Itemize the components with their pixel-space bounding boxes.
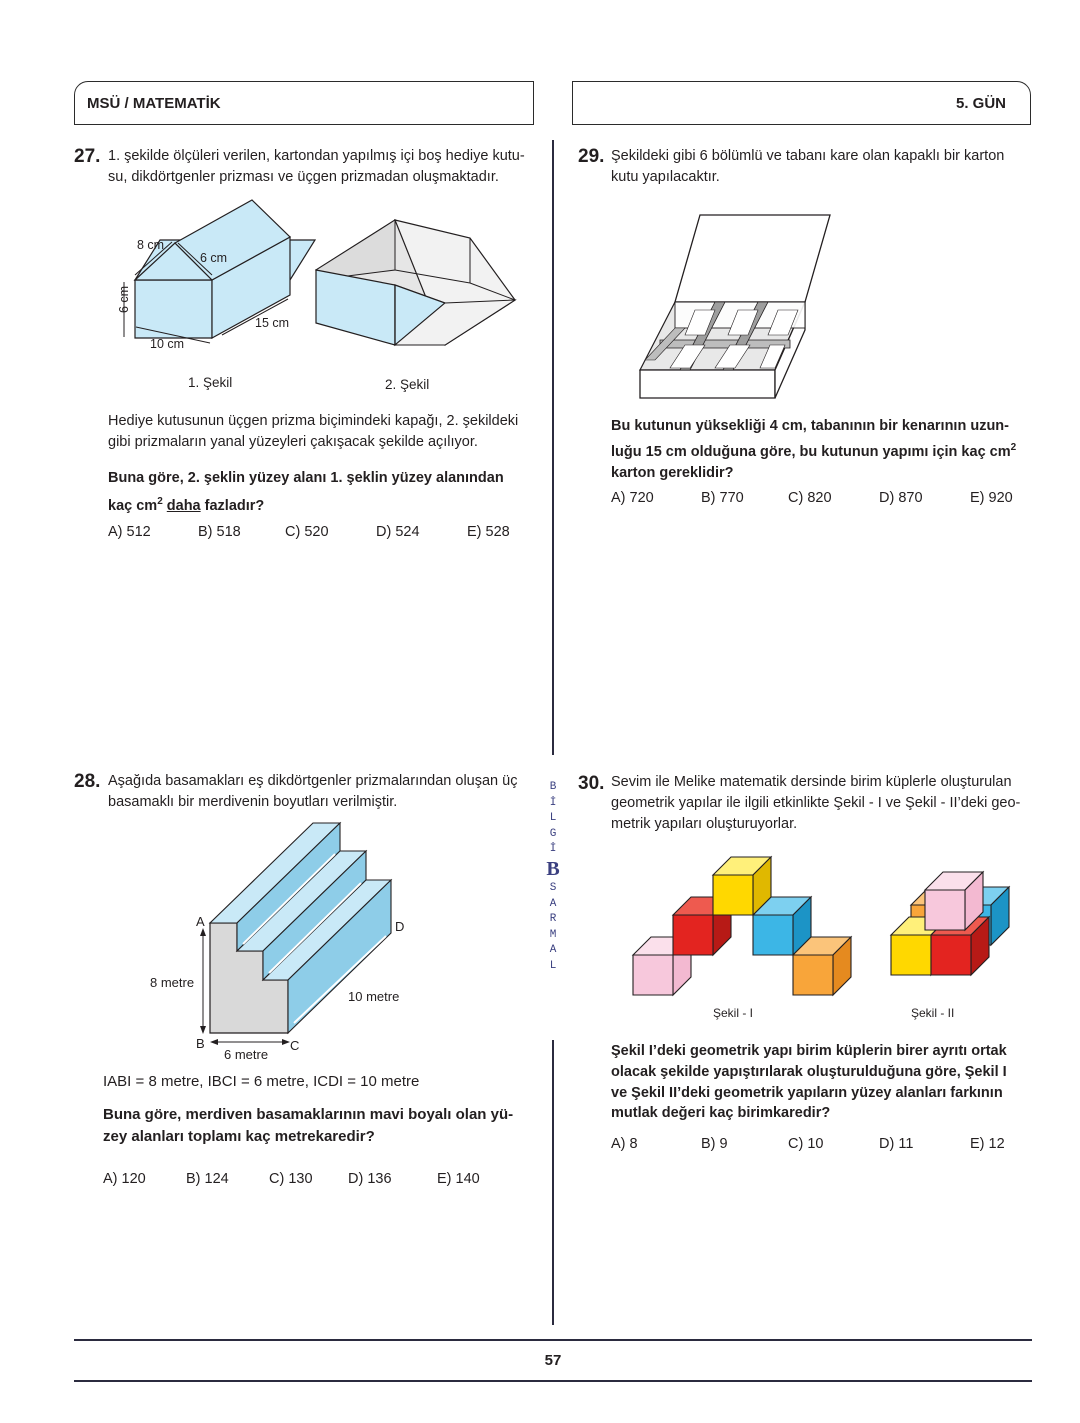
q29-question-line1: Bu kutunun yüksekliği 4 cm, tabanının bir kenarının uzun- bbox=[611, 418, 1009, 434]
q28-given: IABI = 8 metre, IBCI = 6 metre, ICDI = 10 metre bbox=[103, 1073, 420, 1090]
q30-question-line1: Şekil I’deki geometrik yapı birim küplerin birer ayrıtı ortak bbox=[611, 1043, 1007, 1059]
q27-q2sup: 2 bbox=[157, 496, 163, 507]
q27-caption-2: 2. Şekil bbox=[385, 377, 430, 392]
q30-intro bbox=[611, 772, 1020, 835]
q27-label-10cm: 10 cm bbox=[150, 337, 185, 351]
q27-figure-2 bbox=[316, 220, 515, 345]
q30-intro-line2: geometrik yapılar ile ilgili etkinlikte Şekil - I ve Şekil - II’deki geo- bbox=[611, 795, 1021, 811]
q30-caption-1: Şekil - I bbox=[713, 1006, 754, 1020]
q27-caption-1: 1. Şekil bbox=[188, 375, 233, 390]
q29-question-line2 bbox=[611, 437, 1016, 463]
footer-line-top bbox=[74, 1339, 1032, 1341]
q27-option-e[interactable]: E) 528 bbox=[467, 524, 510, 540]
q29-figure bbox=[630, 210, 850, 410]
q29-option-d[interactable]: D) 870 bbox=[879, 490, 923, 506]
q30-option-e[interactable]: E) 12 bbox=[970, 1136, 1005, 1152]
q29-question bbox=[611, 416, 1016, 484]
q27-q2c: fazladır? bbox=[204, 497, 265, 514]
page-number: 57 bbox=[544, 1352, 562, 1369]
q28-label-10m: 10 metre bbox=[348, 989, 400, 1004]
q28-question bbox=[103, 1104, 513, 1148]
q28-label-6m: 6 metre bbox=[224, 1047, 269, 1062]
q27-body-line1: Hediye kutusunun üçgen prizma biçimindeki kapağı, 2. şekildeki bbox=[108, 413, 519, 429]
q27-label-8cm: 8 cm bbox=[137, 238, 165, 252]
q27-number: 27. bbox=[74, 146, 101, 167]
q27-option-d[interactable]: D) 524 bbox=[376, 524, 420, 540]
q29-option-c[interactable]: C) 820 bbox=[788, 490, 832, 506]
q27-figures bbox=[100, 195, 530, 395]
q30-caption-2: Şekil - II bbox=[911, 1006, 955, 1020]
q27-intro bbox=[108, 146, 525, 188]
q28-label-b: B bbox=[196, 1036, 205, 1051]
q30-number: 30. bbox=[578, 773, 605, 794]
q27-option-b[interactable]: B) 518 bbox=[198, 524, 241, 540]
q27-intro-line2: su, dikdörtgenler prizması ve üçgen prizmadan oluşmaktadır. bbox=[108, 169, 499, 185]
header-right bbox=[572, 81, 1031, 125]
q30-figures bbox=[625, 840, 1025, 1030]
q29-intro bbox=[611, 146, 1004, 188]
column-divider-top bbox=[552, 140, 554, 755]
q27-label-6cm-slant: 6 cm bbox=[200, 251, 228, 265]
q30-option-b[interactable]: B) 9 bbox=[701, 1136, 728, 1152]
q28-label-a: A bbox=[196, 914, 205, 929]
q29-option-a[interactable]: A) 720 bbox=[611, 490, 654, 506]
q30-question-line4: mutlak değeri kaç birimkaredir? bbox=[611, 1105, 831, 1122]
header-day: 5. GÜN bbox=[955, 94, 1006, 112]
q30-figure-1 bbox=[633, 857, 851, 995]
q29-q2sup: 2 bbox=[1010, 442, 1017, 453]
q29-question-line3: karton gereklidir? bbox=[611, 464, 734, 481]
q28-label-8m: 8 metre bbox=[150, 975, 195, 990]
q27-label-15cm: 15 cm bbox=[255, 316, 290, 330]
q29-option-b[interactable]: B) 770 bbox=[701, 490, 744, 506]
q29-q2a: luğu 15 cm olduğuna göre, bu kutunun yapımı için kaç cm bbox=[611, 443, 1011, 460]
q30-intro-line1: Sevim ile Melike matematik dersinde birim küplerle oluşturulan bbox=[611, 774, 1012, 790]
header-subject: MSÜ / MATEMATİK bbox=[87, 94, 221, 112]
q28-intro-line2: basamaklı bir merdivenin boyutları verilmiştir. bbox=[108, 794, 398, 810]
q27-q2b: daha bbox=[166, 497, 201, 514]
q27-option-c[interactable]: C) 520 bbox=[285, 524, 329, 540]
brand-logo: B bbox=[546, 857, 560, 880]
q28-figure bbox=[140, 818, 440, 1068]
q30-figure-2 bbox=[891, 872, 1009, 975]
brand-bottom: SARMAL bbox=[549, 882, 557, 972]
q27-body-line2: gibi prizmaların yanal yüzeyleri çakışacak şekilde açılıyor. bbox=[108, 434, 478, 450]
q28-label-c: C bbox=[290, 1038, 300, 1053]
q30-option-a[interactable]: A) 8 bbox=[611, 1136, 638, 1152]
q29-number: 29. bbox=[578, 146, 605, 167]
q27-question-line1: Buna göre, 2. şeklin yüzey alanı 1. şeklin yüzey alanından bbox=[108, 470, 504, 486]
q27-intro-line1: 1. şekilde ölçüleri verilen, kartondan yapılmış içi boş hediye kutu- bbox=[108, 148, 525, 164]
q27-question bbox=[108, 467, 504, 518]
q27-body bbox=[108, 411, 518, 453]
q27-option-a[interactable]: A) 512 bbox=[108, 524, 151, 540]
footer-line-bottom bbox=[74, 1380, 1032, 1382]
q28-number: 28. bbox=[74, 771, 101, 792]
q30-intro-line3: metrik yapıları oluşturuyorlar. bbox=[611, 816, 798, 832]
q30-option-c[interactable]: C) 10 bbox=[788, 1136, 824, 1152]
q28-option-c[interactable]: C) 130 bbox=[269, 1171, 313, 1187]
q28-label-d: D bbox=[395, 919, 405, 934]
brand-top: BİLGİ bbox=[549, 781, 557, 855]
q27-figure-1 bbox=[117, 200, 315, 351]
q29-option-e[interactable]: E) 920 bbox=[970, 490, 1013, 506]
q28-option-d[interactable]: D) 136 bbox=[348, 1171, 392, 1187]
q28-question-line1: Buna göre, merdiven basamaklarının mavi boyalı olan yü- bbox=[103, 1106, 514, 1123]
q28-option-e[interactable]: E) 140 bbox=[437, 1171, 480, 1187]
q28-intro-line1: Aşağıda basamakları eş dikdörtgenler prizmalarından oluşan üç bbox=[108, 773, 518, 789]
brand-vertical bbox=[540, 780, 566, 974]
q30-question-line3: ve Şekil II’deki geometrik yapıların yüzey alanları farkının bbox=[611, 1084, 1003, 1101]
q28-intro bbox=[108, 771, 517, 813]
column-divider-bottom bbox=[552, 1040, 554, 1325]
q30-question-line2: olacak şekilde yapıştırılarak oluşturulduğuna göre, Şekil I bbox=[611, 1063, 1007, 1080]
q27-question-line2 bbox=[108, 490, 504, 518]
q28-option-b[interactable]: B) 124 bbox=[186, 1171, 229, 1187]
q27-q2a: kaç cm bbox=[108, 497, 158, 514]
q27-label-6cm-height: 6 cm bbox=[117, 285, 131, 313]
q30-option-d[interactable]: D) 11 bbox=[879, 1136, 914, 1152]
header-left bbox=[74, 81, 534, 125]
q30-question bbox=[611, 1041, 1007, 1124]
q29-intro-line2: kutu yapılacaktır. bbox=[611, 169, 720, 185]
q29-intro-line1: Şekildeki gibi 6 bölümlü ve tabanı kare olan kapaklı bir karton bbox=[611, 148, 1005, 164]
q28-option-a[interactable]: A) 120 bbox=[103, 1171, 146, 1187]
q28-question-line2: zey alanları toplamı kaç metrekaredir? bbox=[103, 1128, 375, 1145]
